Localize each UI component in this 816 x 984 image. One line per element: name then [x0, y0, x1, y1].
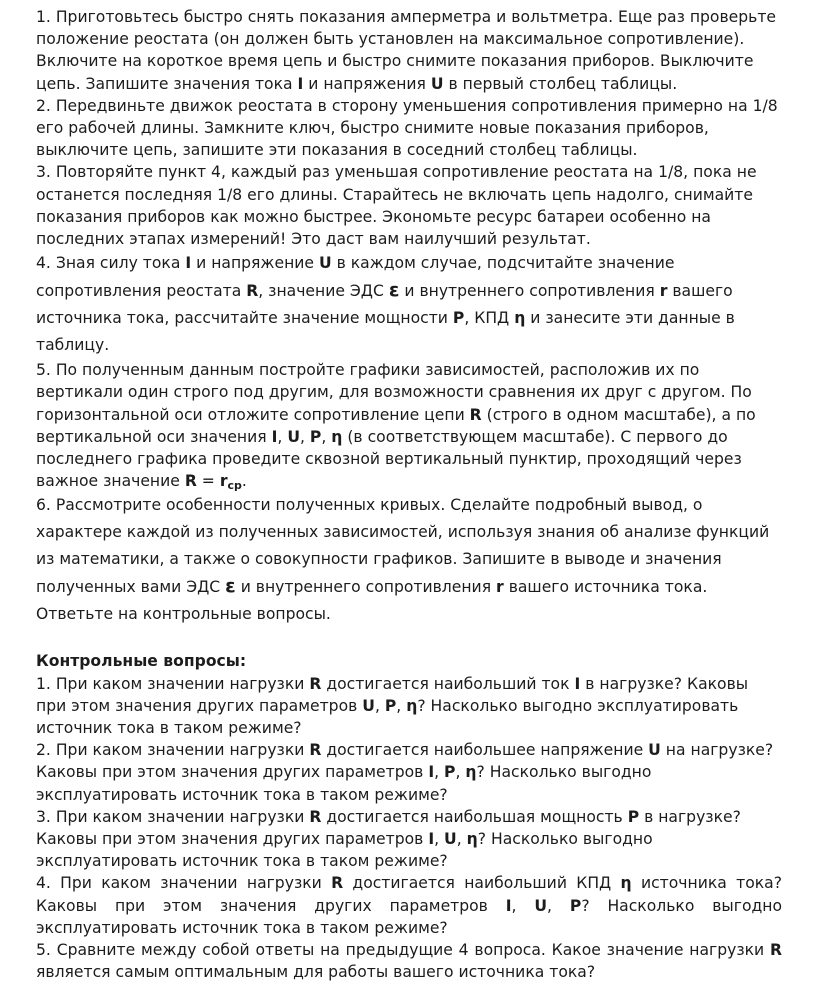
question-5: 5. Сравните между собой ответы на предыдущие 4 вопроса. Какое значение нагрузки R является самым оптимальным для работы вашего источника тока? [36, 941, 782, 982]
question-3: 3. При каком значении нагрузки R достигается наибольшая мощность P в нагрузке? Каковы при этом значения других параметров I, U, η? Насколько выгодно эксплуатировать источник тока в таком режиме? [36, 807, 741, 871]
spacer [36, 628, 782, 650]
step-5: 5. По полученным данным постройте графики зависимостей, расположив их по вертикали один строго под другим, для возможности сравнения их друг с другом. По горизонтальной оси отложите сопротивление цепи R (строго в одном масштабе), а по вертикальной оси значения I, U, P, η (в соответствующем масштабе). С первого до последнего графика проведите сквозной вертикальный пунктир, проходящий через важное значение $R = r_{ср}$. [36, 361, 756, 493]
step-3: 3. Повторяйте пункт 4, каждый раз уменьшая сопротивление реостата на 1/8, пока не останется последняя 1/8 его длины. Старайтесь не включать цепь надолго, снимайте показания приборов как можно быстрее. Экономьте ресурс батареи особенно на последних этапах измерений! Это даст вам наилучший результат. [36, 163, 757, 249]
questions-heading: Контрольные вопросы: [36, 652, 247, 671]
question-2: 2. При каком значении нагрузки R достигается наибольшее напряжение U на нагрузке? Каковы при этом значения других параметров I, P, η? Насколько выгодно эксплуатировать источник тока в таком режиме? [36, 741, 774, 804]
step-2: 2. Передвиньте движок реостата в сторону уменьшения сопротивления примерно на 1/8 его рабочей длины. Замкните ключ, быстро снимите новые показания приборов, выключите цепь, запишите эти показания в соседний столбец таблицы. [36, 96, 778, 160]
step-4: 4. Зная силу тока I и напряжение U в каждом случае, подсчитайте значение сопротивления реостата R, значение ЭДС ε и внутреннего сопротивления r вашего источника тока, рассчитайте значение мощности P, КПД η и занесите эти данные в таблицу. [36, 254, 735, 355]
step-6: 6. Рассмотрите особенности полученных кривых. Сделайте подробный вывод, о характере каждой из полученных зависимостей, используя знания об анализе функций из математики, а также о совокупности графиков. Запишите в выводе и значения полученных вами ЭДС ε и внутреннего сопротивления r вашего источника тока. Ответьте на контрольные вопросы. [36, 496, 770, 624]
step-1: 1. Приготовьтесь быстро снять показания амперметра и вольтметра. Еще раз проверьте положение реостата (он должен быть установлен на максимальное сопротивление). Включите на короткое время цепь и быстро снимите показания приборов. Выключите цепь. Запишите значения тока I и напряжения U в первый столбец таблицы. [36, 8, 777, 93]
question-1: 1. При каком значении нагрузки R достигается наибольший ток I в нагрузке? Каковы при этом значения других параметров U, P, η? Насколько выгодно эксплуатировать источник тока в таком режиме? [36, 674, 749, 738]
question-4: 4. При каком значении нагрузки R достигается наибольший КПД η источника тока? Каковы при этом значения других параметров I, U, P? Насколько выгодно эксплуатировать источник тока в таком режиме? [36, 874, 782, 937]
